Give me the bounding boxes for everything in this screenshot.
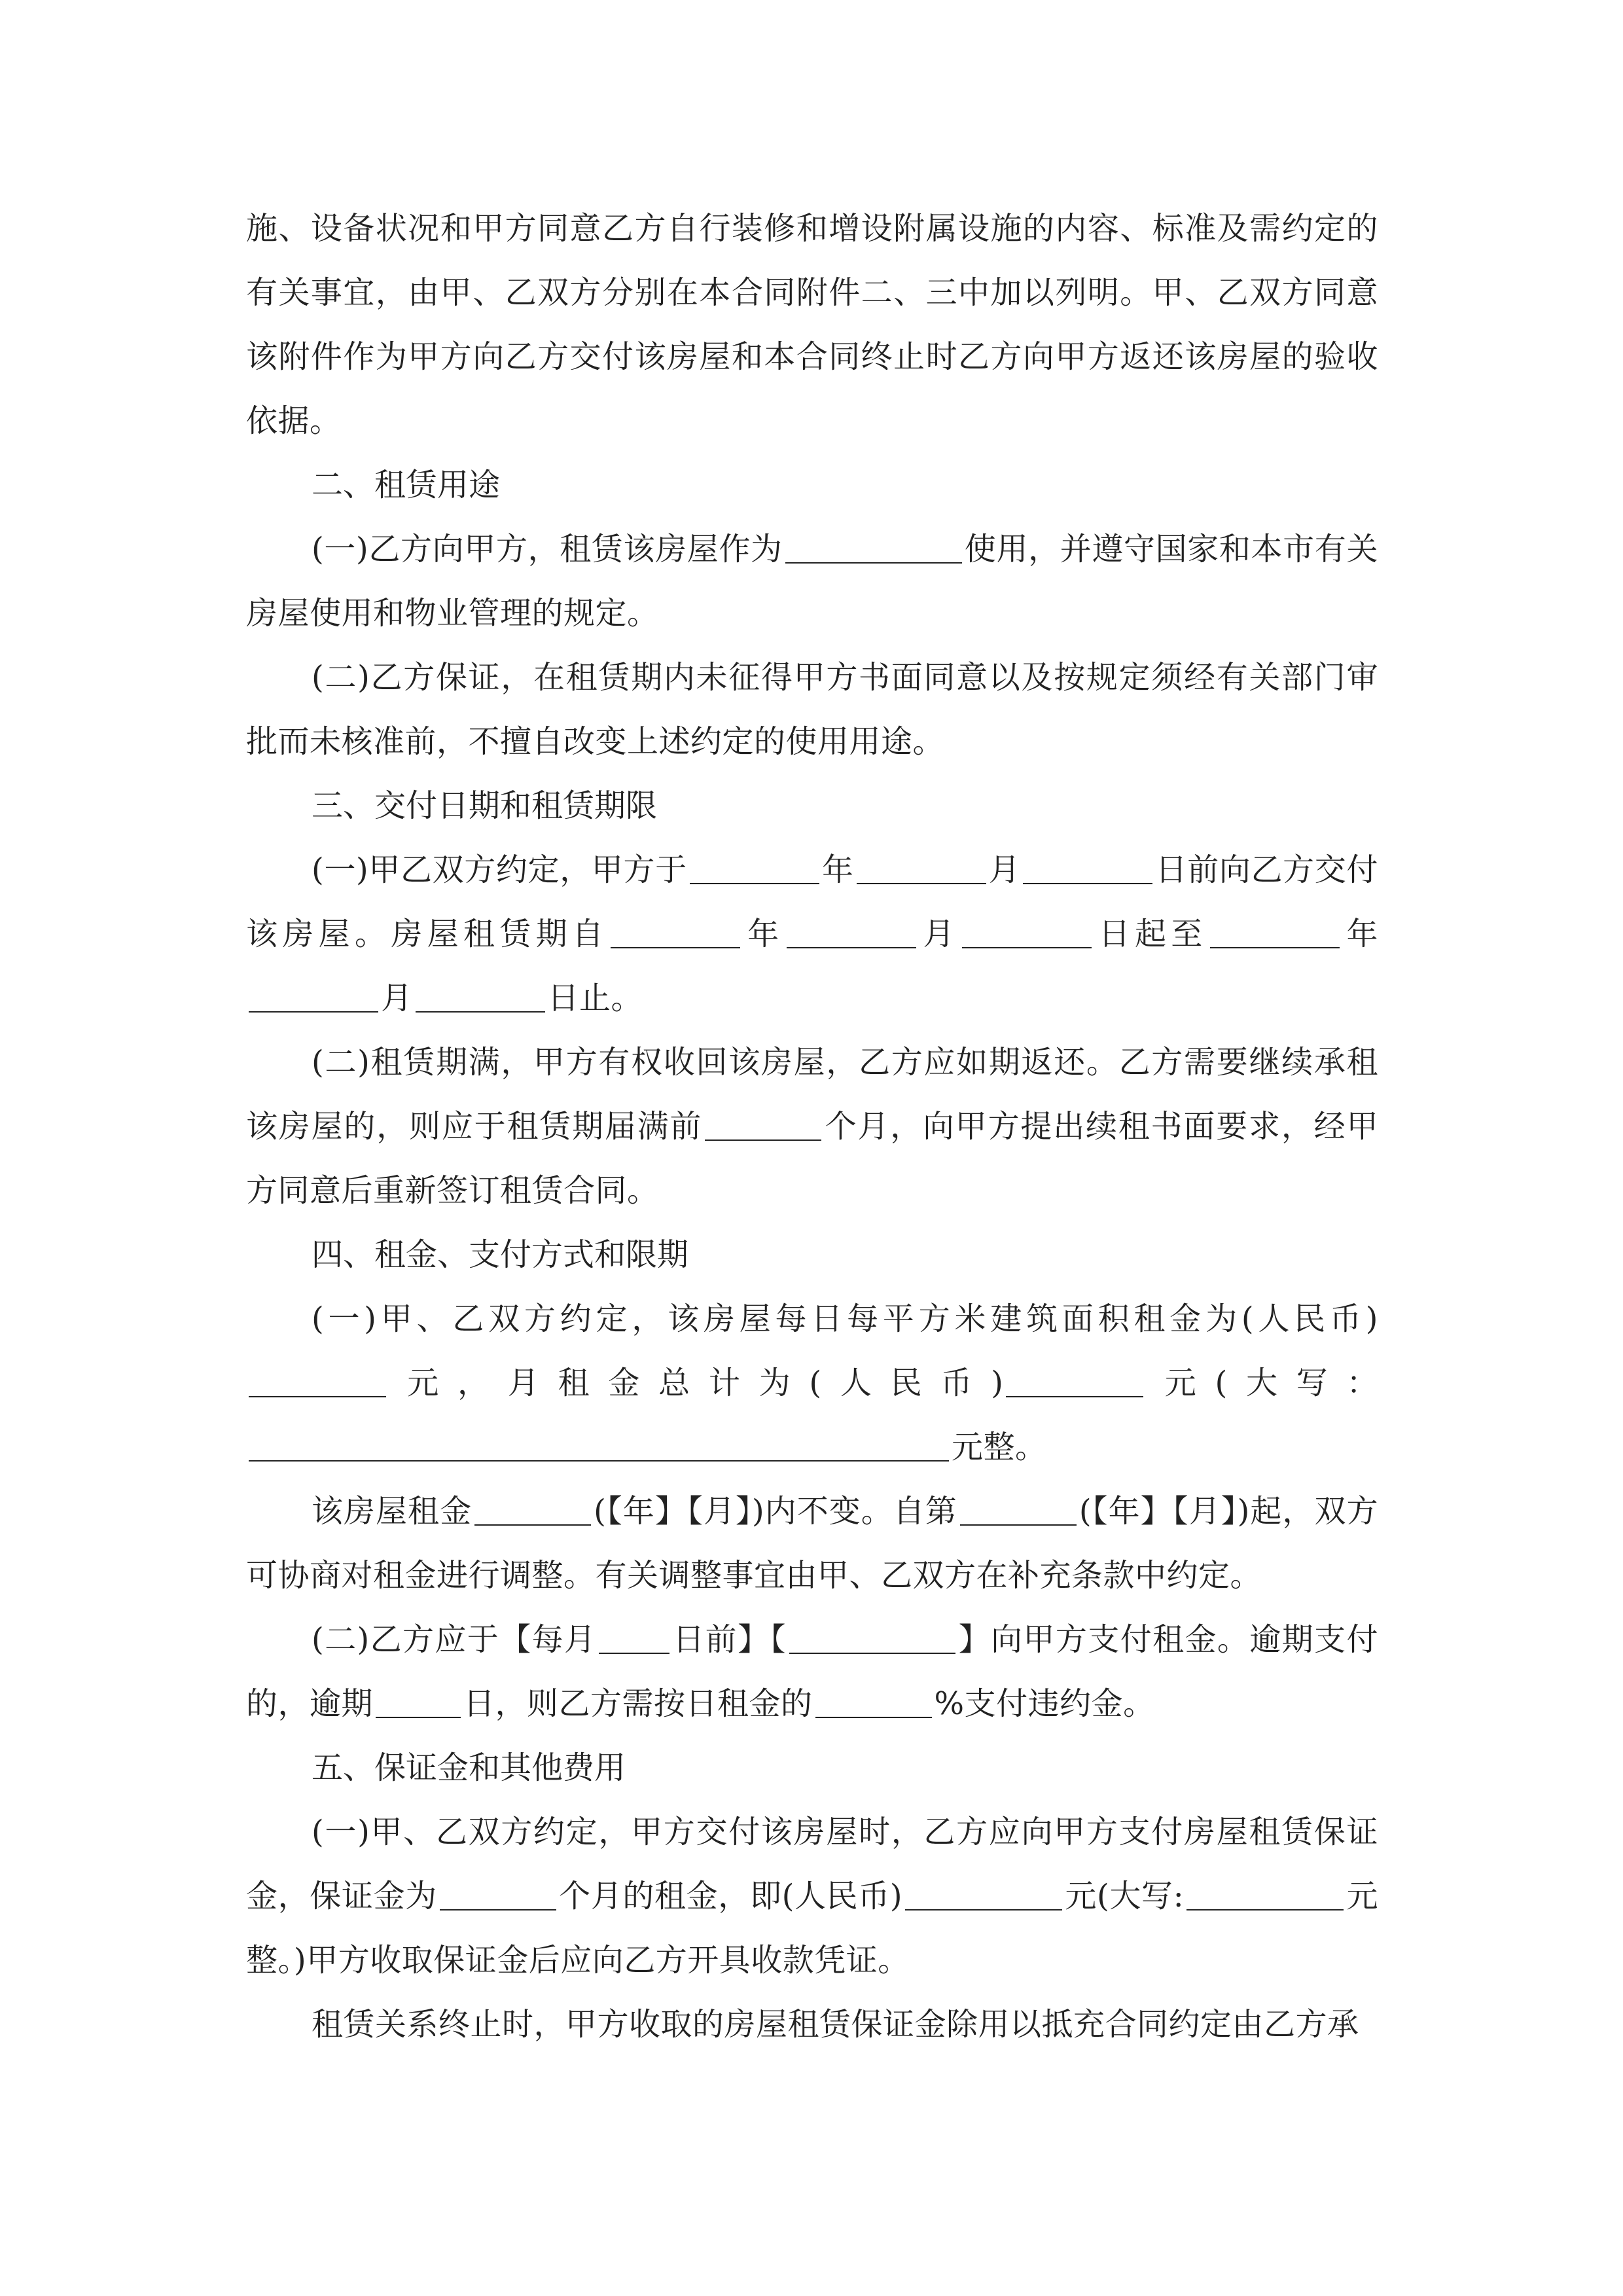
section-3-clause-2: (二)租赁期满，甲方有权收回该房屋，乙方应如期返还。乙方需要继续承租该房屋的，则应于租赁期届满前 个月，向甲方提出续租书面要求，经甲方同意后重新签订租赁合同。	[246, 1044, 1378, 1209]
section-3-heading: 三、交付日期和租赁期限	[312, 787, 658, 824]
renewal-months-blank[interactable]	[705, 1111, 821, 1141]
delivery-year-blank[interactable]	[690, 854, 819, 884]
payment-other-blank[interactable]	[789, 1624, 955, 1654]
deposit-amount-blank[interactable]	[905, 1880, 1062, 1910]
section-3-clause-1: (一)甲乙双方约定，甲方于 年 月 日前向乙方交付该房屋。房屋租赁期自 年 月 日起至 年月 日止。	[246, 852, 1378, 1016]
start-month-blank[interactable]	[787, 918, 916, 948]
deposit-months-blank[interactable]	[440, 1880, 556, 1910]
section-5-paragraph-2: 租赁关系终止时，甲方收取的房屋租赁保证金除用以抵充合同约定由乙方承	[312, 2006, 1359, 2043]
section-4-rent-adjustment: 该房屋租金 (【年】【月】)内不变。自第 (【年】【月】)起，双方可协商对租金进行调整。有关调整事宜由甲、乙双方在补充条款中约定。	[246, 1493, 1378, 1594]
usage-blank[interactable]	[785, 533, 962, 564]
rent-adjust-start-blank[interactable]	[960, 1496, 1077, 1526]
intro-text: 施、设备状况和甲方同意乙方自行装修和增设附属设施的内容、标准及需约定的有关事宜，由甲、乙双方分别在本合同附件二、三中加以列明。甲、乙双方同意该附件作为甲方向乙方交付该房屋和本合同终止时乙方向甲方返还该房屋的验收依据。	[246, 210, 1378, 439]
section-4-clause-2: (二)乙方应于【每月 日前】【 】向甲方支付租金。逾期支付的，逾期 日，则乙方需按日租金的 %支付违约金。	[246, 1621, 1378, 1722]
start-year-blank[interactable]	[611, 918, 740, 948]
section-2-clause-1: (一)乙方向甲方，租赁该房屋作为 使用，并遵守国家和本市有关房屋使用和物业管理的规定。	[246, 531, 1378, 632]
end-year-blank[interactable]	[1210, 918, 1340, 948]
overdue-days-blank[interactable]	[376, 1688, 461, 1718]
penalty-percent-blank[interactable]	[815, 1688, 932, 1718]
start-day-blank[interactable]	[962, 918, 1092, 948]
intro-paragraph	[246, 196, 1378, 453]
payment-day-blank[interactable]	[599, 1624, 669, 1654]
section-5-clause-1: (一)甲、乙双方约定，甲方交付该房屋时，乙方应向甲方支付房屋租赁保证金，保证金为 个月的租金，即(人民币) 元(大写: 元整。)甲方收取保证金后应向乙方开具收款凭证。	[246, 1814, 1378, 1979]
end-month-blank[interactable]	[249, 982, 378, 1013]
daily-rent-blank[interactable]	[249, 1367, 386, 1397]
delivery-day-blank[interactable]	[1023, 854, 1152, 884]
delivery-month-blank[interactable]	[857, 854, 986, 884]
rent-uppercase-blank[interactable]	[249, 1431, 949, 1462]
rent-fixed-period-blank[interactable]	[474, 1496, 591, 1526]
section-2-heading: 二、租赁用途	[312, 467, 501, 503]
section-4-heading: 四、租金、支付方式和限期	[312, 1236, 689, 1273]
deposit-uppercase-blank[interactable]	[1186, 1880, 1344, 1910]
end-day-blank[interactable]	[416, 982, 545, 1013]
section-5-heading: 五、保证金和其他费用	[312, 1749, 626, 1786]
section-4-clause-1: (一)甲、乙双方约定，该房屋每日每平方米建筑面积租金为(人民币)元，月租金总计为(人民币) 元(大写：元整。	[246, 1287, 1378, 1479]
monthly-rent-blank[interactable]	[1006, 1367, 1143, 1397]
section-2-clause-2: (二)乙方保证，在租赁期内未征得甲方书面同意以及按规定须经有关部门审批而未核准前，不擅自改变上述约定的使用用途。	[246, 659, 1378, 760]
